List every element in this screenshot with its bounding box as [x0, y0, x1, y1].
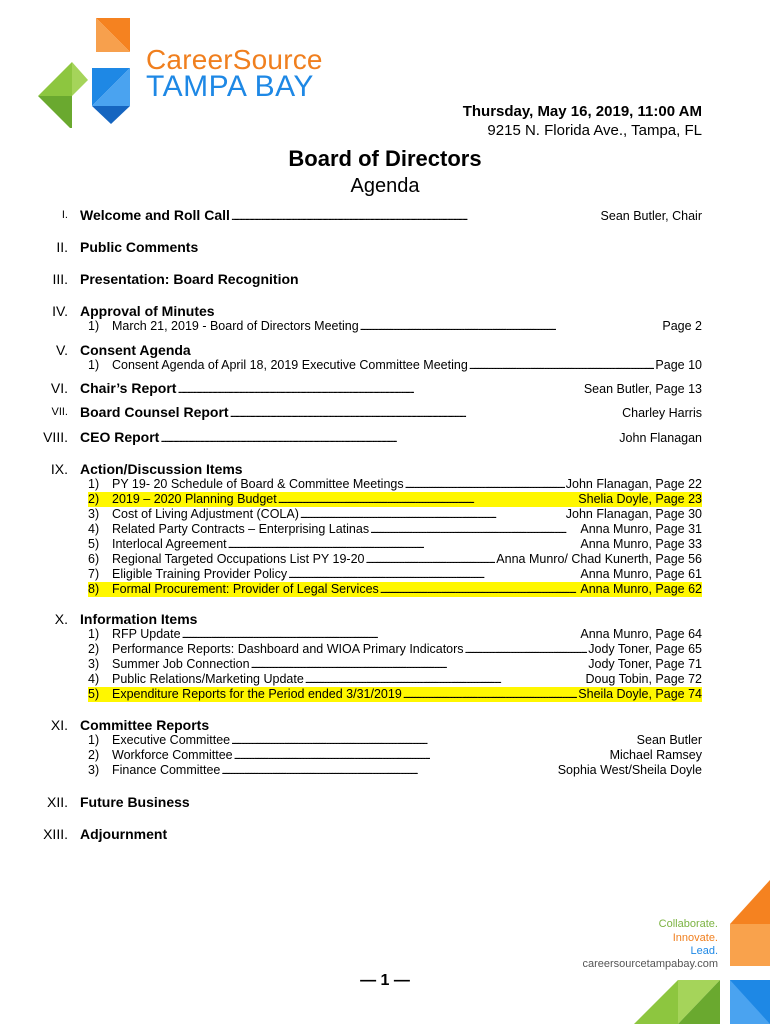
section-heading: [80, 239, 702, 255]
section-heading: [80, 303, 702, 319]
section-heading: [80, 342, 702, 358]
item-number: 2): [88, 492, 100, 506]
agenda-item: [88, 507, 702, 522]
section-heading: [80, 380, 702, 396]
agenda-section: [0, 342, 770, 358]
item-presenter: Anna Munro, Page 31: [580, 522, 702, 536]
agenda-item: [88, 567, 702, 582]
item-number: 7): [88, 567, 100, 581]
agenda-item: [88, 319, 702, 334]
section-number: I.: [61, 209, 68, 221]
item-presenter: Page 10: [655, 358, 702, 372]
section-heading: [80, 429, 702, 445]
section-title: Adjournment: [80, 826, 168, 842]
logo-text-careersource: CareerSource: [146, 44, 323, 75]
agenda-section: [0, 611, 770, 627]
dot-leader: [469, 358, 655, 374]
item-text: Expenditure Reports for the Period ended 3/31/2019: [112, 687, 402, 701]
section-title: Action/Discussion Items: [80, 461, 243, 477]
item-presenter: Anna Munro, Page 33: [580, 537, 702, 551]
agenda-section: [0, 404, 770, 420]
agenda-section: [0, 826, 770, 842]
section-number: VIII.: [43, 429, 68, 445]
agenda-item: [88, 477, 702, 492]
dot-leader: [177, 380, 582, 396]
section-number: VI.: [50, 380, 68, 396]
section-number: XII.: [46, 794, 68, 810]
section-title: Public Comments: [80, 239, 199, 255]
item-presenter: Doug Tobin, Page 72: [585, 672, 702, 686]
agenda-section: [0, 380, 770, 396]
item-presenter: Anna Munro/ Chad Kunerth, Page 56: [496, 552, 702, 566]
agenda-section: [0, 717, 770, 733]
item-presenter: Shelia Doyle, Page 23: [578, 492, 702, 506]
item-number: 1): [88, 733, 100, 747]
agenda-item: [88, 657, 702, 672]
dot-leader: [370, 522, 579, 538]
item-number: 3): [88, 507, 100, 521]
section-item-list: [88, 319, 702, 334]
agenda-item: [88, 627, 702, 642]
section-number: III.: [52, 271, 68, 287]
tagline-innovate: Innovate.: [672, 932, 718, 944]
tagline-lead: Lead.: [690, 945, 718, 957]
section-number: IX.: [50, 461, 68, 477]
section-title: Information Items: [80, 611, 198, 627]
careersource-logo: [38, 18, 328, 128]
section-heading: [80, 404, 702, 420]
item-text: March 21, 2019 - Board of Directors Meeting: [112, 319, 359, 333]
item-presenter: John Flanagan, Page 22: [565, 477, 702, 491]
section-title: Chair’s Report: [80, 380, 177, 396]
agenda-section: [0, 239, 770, 255]
item-presenter: Anna Munro, Page 62: [580, 582, 702, 596]
dot-leader: [251, 657, 588, 673]
website-url: careersourcetampabay.com: [582, 958, 718, 970]
section-item-list: [88, 358, 702, 373]
dot-leader: [234, 748, 609, 764]
item-number: 3): [88, 763, 100, 777]
dot-leader: [403, 687, 578, 703]
item-presenter: John Flanagan, Page 30: [565, 507, 702, 521]
item-number: 5): [88, 687, 100, 701]
meeting-address: 9215 N. Florida Ave., Tampa, FL: [487, 122, 702, 139]
dot-leader: [160, 429, 618, 445]
item-presenter: Jody Toner, Page 71: [588, 657, 702, 671]
item-number: 3): [88, 657, 100, 671]
dot-leader: [230, 404, 622, 420]
page-number: — 1 —: [360, 972, 410, 989]
section-heading: [80, 794, 702, 810]
logo-mark-icon: [38, 18, 148, 128]
dot-leader: [221, 763, 556, 779]
section-title: Consent Agenda: [80, 342, 191, 358]
dot-leader: [300, 507, 565, 523]
section-title: Approval of Minutes: [80, 303, 215, 319]
item-number: 4): [88, 522, 100, 536]
agenda-item: [88, 687, 702, 702]
section-title: Future Business: [80, 794, 190, 810]
agenda-item: [88, 522, 702, 537]
section-title: Welcome and Roll Call: [80, 207, 230, 223]
section-heading: [80, 717, 702, 733]
item-presenter: Sheila Doyle, Page 74: [578, 687, 702, 701]
dot-leader: [465, 642, 588, 658]
item-text: Regional Targeted Occupations List PY 19-20: [112, 552, 365, 566]
item-number: 4): [88, 672, 100, 686]
item-presenter: Michael Ramsey: [609, 748, 702, 762]
section-number: XI.: [50, 717, 68, 733]
item-text: Public Relations/Marketing Update: [112, 672, 304, 686]
dot-leader: [231, 733, 636, 749]
section-presenter: Sean Butler, Page 13: [583, 382, 702, 396]
dot-leader: [365, 552, 495, 568]
dot-leader: [288, 567, 579, 583]
item-presenter: Sophia West/Sheila Doyle: [557, 763, 702, 777]
section-heading: [80, 611, 702, 627]
item-number: 1): [88, 477, 100, 491]
section-heading: [80, 826, 702, 842]
agenda-item: [88, 748, 702, 763]
section-heading: [80, 461, 702, 477]
section-number: X.: [54, 611, 68, 627]
agenda-item: [88, 492, 702, 507]
item-text: Performance Reports: Dashboard and WIOA Primary Indicators: [112, 642, 464, 656]
dot-leader: [228, 537, 580, 553]
section-title: Committee Reports: [80, 717, 210, 733]
item-number: 8): [88, 582, 100, 596]
item-text: Consent Agenda of April 18, 2019 Executive Committee Meeting: [112, 358, 468, 372]
dot-leader: [231, 207, 600, 223]
item-text: Cost of Living Adjustment (COLA): [112, 507, 299, 521]
item-number: 5): [88, 537, 100, 551]
footer-decoration-icon: [634, 880, 770, 1024]
item-number: 1): [88, 319, 100, 333]
section-item-list: [88, 733, 702, 778]
agenda-item: [88, 763, 702, 778]
item-text: Workforce Committee: [112, 748, 233, 762]
section-title: Board Counsel Report: [80, 404, 229, 420]
agenda-item: [88, 582, 702, 597]
item-text: Eligible Training Provider Policy: [112, 567, 288, 581]
item-presenter: Jody Toner, Page 65: [588, 642, 702, 656]
item-number: 6): [88, 552, 100, 566]
item-text: PY 19- 20 Schedule of Board & Committee Meetings: [112, 477, 404, 491]
item-number: 2): [88, 748, 100, 762]
dot-leader: [278, 492, 578, 508]
item-presenter: Sean Butler: [636, 733, 702, 747]
item-presenter: Page 2: [662, 319, 702, 333]
dot-leader: [182, 627, 580, 643]
section-heading: [80, 271, 702, 287]
section-presenter: Charley Harris: [622, 406, 702, 420]
item-text: Related Party Contracts – Enterprising Latinas: [112, 522, 370, 536]
section-presenter: Sean Butler, Chair: [600, 209, 702, 223]
agenda-item: [88, 672, 702, 687]
agenda-section: [0, 303, 770, 319]
item-presenter: Anna Munro, Page 61: [580, 567, 702, 581]
dot-leader: [405, 477, 565, 493]
section-item-list: [88, 477, 702, 597]
item-text: Finance Committee: [112, 763, 221, 777]
agenda-item: [88, 733, 702, 748]
section-number: IV.: [52, 303, 68, 319]
agenda-section: [0, 271, 770, 287]
section-number: VII.: [51, 406, 68, 418]
agenda-section: [0, 207, 770, 223]
agenda-section: [0, 429, 770, 445]
meeting-datetime: Thursday, May 16, 2019, 11:00 AM: [462, 103, 702, 120]
page-title: Board of Directors: [288, 146, 482, 171]
agenda-item: [88, 537, 702, 552]
agenda-item: [88, 642, 702, 657]
logo-text-tampa-bay: TAMPA BAY: [146, 70, 314, 103]
item-text: Formal Procurement: Provider of Legal Services: [112, 582, 379, 596]
tagline-collaborate: Collaborate.: [658, 918, 718, 930]
item-number: 1): [88, 627, 100, 641]
agenda-section: [0, 461, 770, 477]
item-number: 1): [88, 358, 100, 372]
section-presenter: John Flanagan: [619, 431, 702, 445]
section-item-list: [88, 627, 702, 702]
section-number: V.: [56, 342, 68, 358]
item-text: 2019 – 2020 Planning Budget: [112, 492, 277, 506]
item-text: Executive Committee: [112, 733, 231, 747]
item-presenter: Anna Munro, Page 64: [580, 627, 702, 641]
dot-leader: [380, 582, 580, 598]
page-subtitle: Agenda: [350, 175, 420, 197]
agenda-item: [88, 358, 702, 373]
dot-leader: [305, 672, 585, 688]
section-title: Presentation: Board Recognition: [80, 271, 299, 287]
agenda-item: [88, 552, 702, 567]
item-text: Interlocal Agreement: [112, 537, 227, 551]
section-number: XIII.: [43, 826, 68, 842]
section-number: II.: [56, 239, 68, 255]
item-text: Summer Job Connection: [112, 657, 250, 671]
item-number: 2): [88, 642, 100, 656]
dot-leader: [360, 319, 662, 335]
section-heading: [80, 207, 702, 223]
agenda-section: [0, 794, 770, 810]
item-text: RFP Update: [112, 627, 181, 641]
section-title: CEO Report: [80, 429, 160, 445]
